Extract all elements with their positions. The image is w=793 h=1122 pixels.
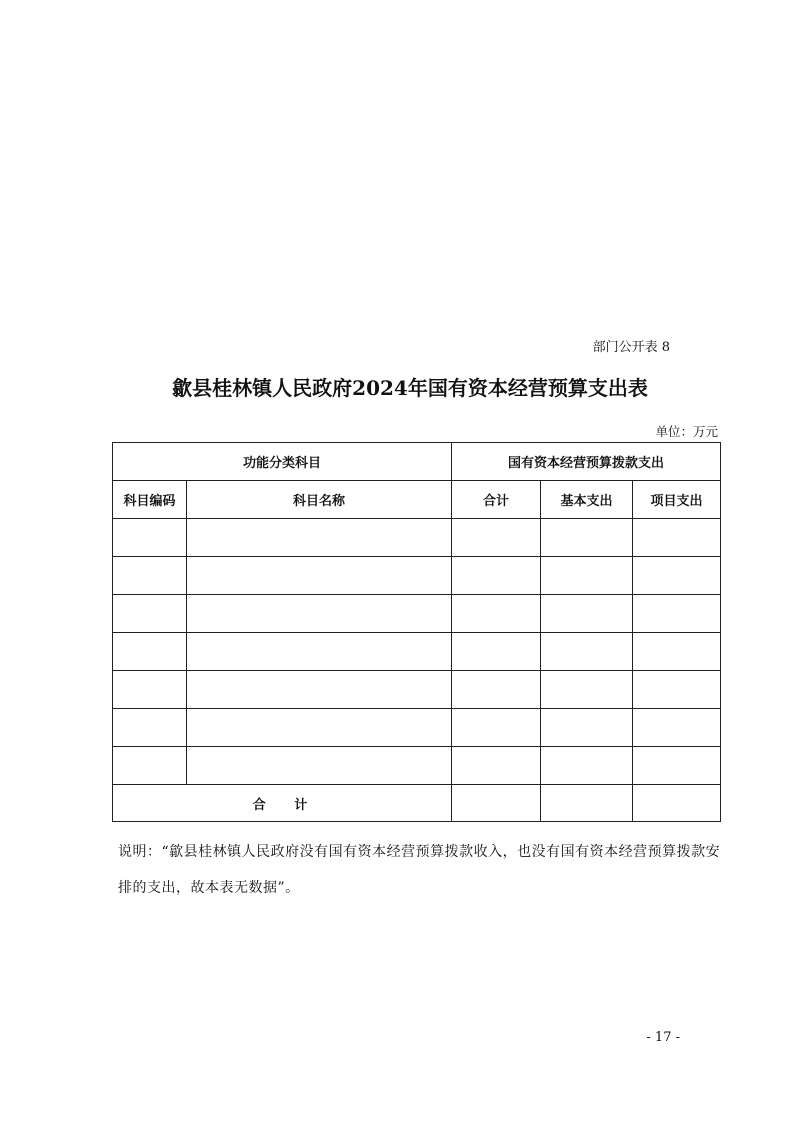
total-label: 合 计	[113, 785, 452, 822]
table-cell	[452, 519, 541, 557]
table-cell	[633, 519, 721, 557]
table-cell	[452, 747, 541, 785]
table-cell	[113, 709, 187, 747]
table-cell	[187, 671, 452, 709]
column-header-total: 合计	[452, 481, 541, 519]
total-cell	[541, 785, 633, 822]
page-title: 歙县桂林镇人民政府2024年国有资本经营预算支出表	[172, 376, 648, 400]
table-cell	[187, 557, 452, 595]
table-cell	[452, 595, 541, 633]
total-cell	[452, 785, 541, 822]
table-row	[113, 557, 721, 595]
table-cell	[113, 595, 187, 633]
table-row	[113, 709, 721, 747]
total-cell	[633, 785, 721, 822]
table-cell	[633, 595, 721, 633]
table-cell	[633, 709, 721, 747]
table-cell	[541, 747, 633, 785]
table-cell	[541, 557, 633, 595]
table-group-header-row	[113, 443, 721, 481]
table-cell	[113, 671, 187, 709]
table-cell	[187, 519, 452, 557]
table-cell	[541, 709, 633, 747]
table-row	[113, 595, 721, 633]
table-row	[113, 519, 721, 557]
table-cell	[113, 557, 187, 595]
table-cell	[541, 671, 633, 709]
table-cell	[113, 747, 187, 785]
column-header-project-expenditure: 项目支出	[633, 481, 721, 519]
table-cell	[452, 633, 541, 671]
table-cell	[541, 595, 633, 633]
table-cell	[541, 519, 633, 557]
table-cell	[452, 709, 541, 747]
table-total-row	[113, 785, 721, 822]
table-column-header-row	[113, 481, 721, 519]
table-cell	[633, 633, 721, 671]
page-number: - 17 -	[646, 1030, 680, 1045]
table-cell	[452, 557, 541, 595]
column-header-basic-expenditure: 基本支出	[541, 481, 633, 519]
explanation-note: 说明：“歙县桂林镇人民政府没有国有资本经营预算拨款收入，也没有国有资本经营预算拨款安排的支出，故本表无数据”。	[118, 844, 721, 896]
document-label: 部门公开表 8	[592, 340, 670, 355]
table-cell	[633, 747, 721, 785]
budget-table	[112, 442, 721, 822]
group-header-capital-budget-expenditure: 国有资本经营预算拨款支出	[452, 443, 721, 481]
table-cell	[452, 671, 541, 709]
table-cell	[541, 633, 633, 671]
table-cell	[187, 595, 452, 633]
table-row	[113, 633, 721, 671]
table-cell	[187, 709, 452, 747]
table-cell	[633, 557, 721, 595]
table-cell	[113, 633, 187, 671]
column-header-subject-code: 科目编码	[113, 481, 187, 519]
table-cell	[187, 747, 452, 785]
table-cell	[633, 671, 721, 709]
table-row	[113, 747, 721, 785]
table-row	[113, 671, 721, 709]
table-cell	[113, 519, 187, 557]
unit-label: 单位：万元	[655, 424, 718, 439]
column-header-subject-name: 科目名称	[187, 481, 452, 519]
table-cell	[187, 633, 452, 671]
group-header-functional-category: 功能分类科目	[113, 443, 452, 481]
